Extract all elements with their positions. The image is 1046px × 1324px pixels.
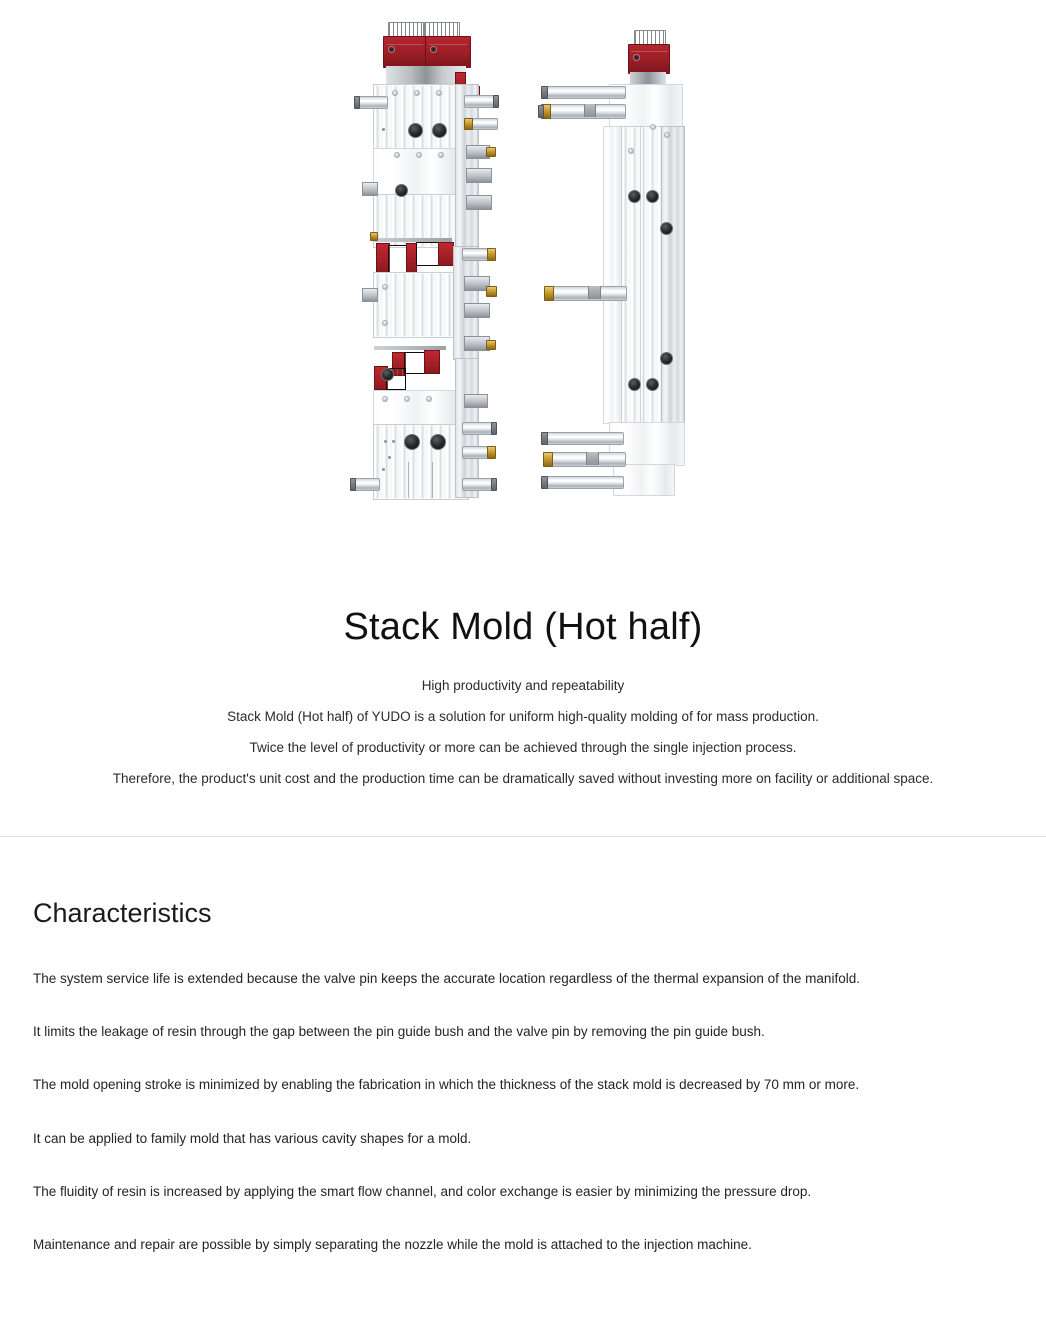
bolt-head <box>392 90 398 96</box>
bolt-head <box>414 90 420 96</box>
guide-rod <box>356 96 388 109</box>
rod-end-cap <box>354 96 360 109</box>
wiring-harness <box>374 238 452 242</box>
guide-rod <box>547 286 627 301</box>
brass-nozzle-tip <box>486 147 496 157</box>
guide-rod <box>544 476 624 489</box>
characteristic-item: The fluidity of resin is increased by applying the smart flow channel, and color exchange is easier by minimizing the pressure drop. <box>33 1183 812 1199</box>
socket-hole <box>660 352 673 365</box>
brass-fitting <box>487 248 496 261</box>
nozzle-body <box>464 394 488 408</box>
rod-collar <box>586 452 599 465</box>
guide-rod <box>544 86 626 99</box>
bolt-head <box>438 152 444 158</box>
rod-end-cap <box>541 86 548 99</box>
intro-line: Therefore, the product's unit cost and the production time can be dramatically saved without investing more on facility or additional space. <box>112 771 934 787</box>
wiring-harness <box>374 346 446 350</box>
characteristic-item: It limits the leakage of resin through the gap between the pin guide bush and the valve pin by removing the pin guide bush. <box>33 1024 765 1040</box>
mold-assembly-illustration <box>0 0 1046 560</box>
brass-fitting <box>544 286 554 301</box>
rod-end-cap <box>350 478 356 491</box>
intro-line: Twice the level of productivity or more can be achieved through the single injection process. <box>249 740 797 755</box>
nozzle-body <box>362 182 378 196</box>
rod-end-cap <box>538 105 544 118</box>
indicator-led-icon <box>431 47 436 52</box>
locating-pin <box>392 440 395 443</box>
bolt-head <box>382 320 388 326</box>
socket-hole <box>381 368 394 381</box>
locating-pin <box>388 456 391 459</box>
brass-fitting <box>543 452 553 467</box>
indicator-led-icon <box>634 55 639 60</box>
intro-line: High productivity and repeatability <box>421 677 625 693</box>
brass-fitting <box>464 118 473 130</box>
rod-end-cap <box>541 432 548 445</box>
characteristic-item: The system service life is extended because the valve pin keeps the accurate location regardless of the thermal expansion of the manifold. <box>33 970 860 986</box>
socket-hole <box>432 123 447 138</box>
characteristic-item: It can be applied to family mold that has various cavity shapes for a mold. <box>33 1130 472 1146</box>
characteristic-item: The mold opening stroke is minimized by enabling the fabrication in which the thickness of the stack mold is decreased by 70 mm or more. <box>33 1077 860 1093</box>
bolt-head <box>416 152 422 158</box>
brass-fitting <box>370 232 378 241</box>
socket-hole <box>646 190 659 203</box>
brass-nozzle-tip <box>486 340 496 350</box>
support-rail <box>603 126 623 424</box>
socket-hole <box>646 378 659 391</box>
nozzle-body <box>362 288 378 302</box>
title-block <box>0 604 1046 652</box>
socket-hole <box>404 434 420 450</box>
rod-collar <box>588 286 601 299</box>
intro-paragraphs <box>0 676 1046 790</box>
manifold-housing <box>628 44 670 74</box>
guide-rod <box>352 478 380 491</box>
bolt-head <box>436 90 442 96</box>
brass-fitting <box>487 446 496 459</box>
guide-rod <box>544 432 624 445</box>
bolt-head <box>664 132 670 138</box>
locating-pin <box>382 468 385 471</box>
socket-hole <box>408 123 423 138</box>
side-rail <box>455 84 479 248</box>
rod-end-cap <box>491 422 497 435</box>
terminal-block <box>388 245 408 273</box>
manifold-housing <box>383 36 427 68</box>
plate-seam <box>432 462 433 498</box>
bolt-head <box>650 124 656 130</box>
wiring-harness <box>386 66 466 84</box>
section-heading: Characteristics <box>33 897 212 928</box>
bolt-head <box>382 396 388 402</box>
terminal-block <box>416 242 440 266</box>
bolt-head <box>404 396 410 402</box>
characteristics-list <box>33 969 1013 1256</box>
locating-pin <box>382 128 385 131</box>
brass-nozzle-tip <box>486 286 497 297</box>
rod-collar <box>584 104 596 117</box>
terminal-block <box>404 352 426 374</box>
nozzle-body <box>466 168 492 183</box>
manifold-terminal <box>438 242 454 266</box>
bolt-head <box>426 396 432 402</box>
plate-seam <box>640 126 641 422</box>
product-image <box>0 0 1046 560</box>
characteristic-item: Maintenance and repair are possible by simply separating the nozzle while the mold is attached to the injection machine. <box>33 1237 752 1253</box>
characteristics-section <box>0 897 1046 1256</box>
nozzle-body <box>466 195 492 210</box>
socket-hole <box>660 222 673 235</box>
manifold-terminal <box>424 350 440 374</box>
wiring-harness <box>630 72 666 84</box>
socket-hole <box>430 434 446 450</box>
side-rail <box>661 126 685 424</box>
bolt-head <box>628 148 634 154</box>
rod-end-cap <box>491 478 497 491</box>
rod-end-cap <box>541 476 548 489</box>
indicator-led-icon <box>389 47 394 52</box>
page-title: Stack Mold (Hot half) <box>343 606 703 648</box>
socket-hole <box>395 184 408 197</box>
intro-line: Stack Mold (Hot half) of YUDO is a solution for uniform high-quality molding of for mass production. <box>227 708 819 724</box>
plate-seam <box>408 462 409 498</box>
section-divider <box>0 836 1046 837</box>
locating-pin <box>384 440 387 443</box>
manifold-housing <box>425 36 471 68</box>
rod-end-cap <box>493 95 499 108</box>
bolt-head <box>382 284 388 290</box>
nozzle-body <box>464 303 490 318</box>
bolt-head <box>394 152 400 158</box>
